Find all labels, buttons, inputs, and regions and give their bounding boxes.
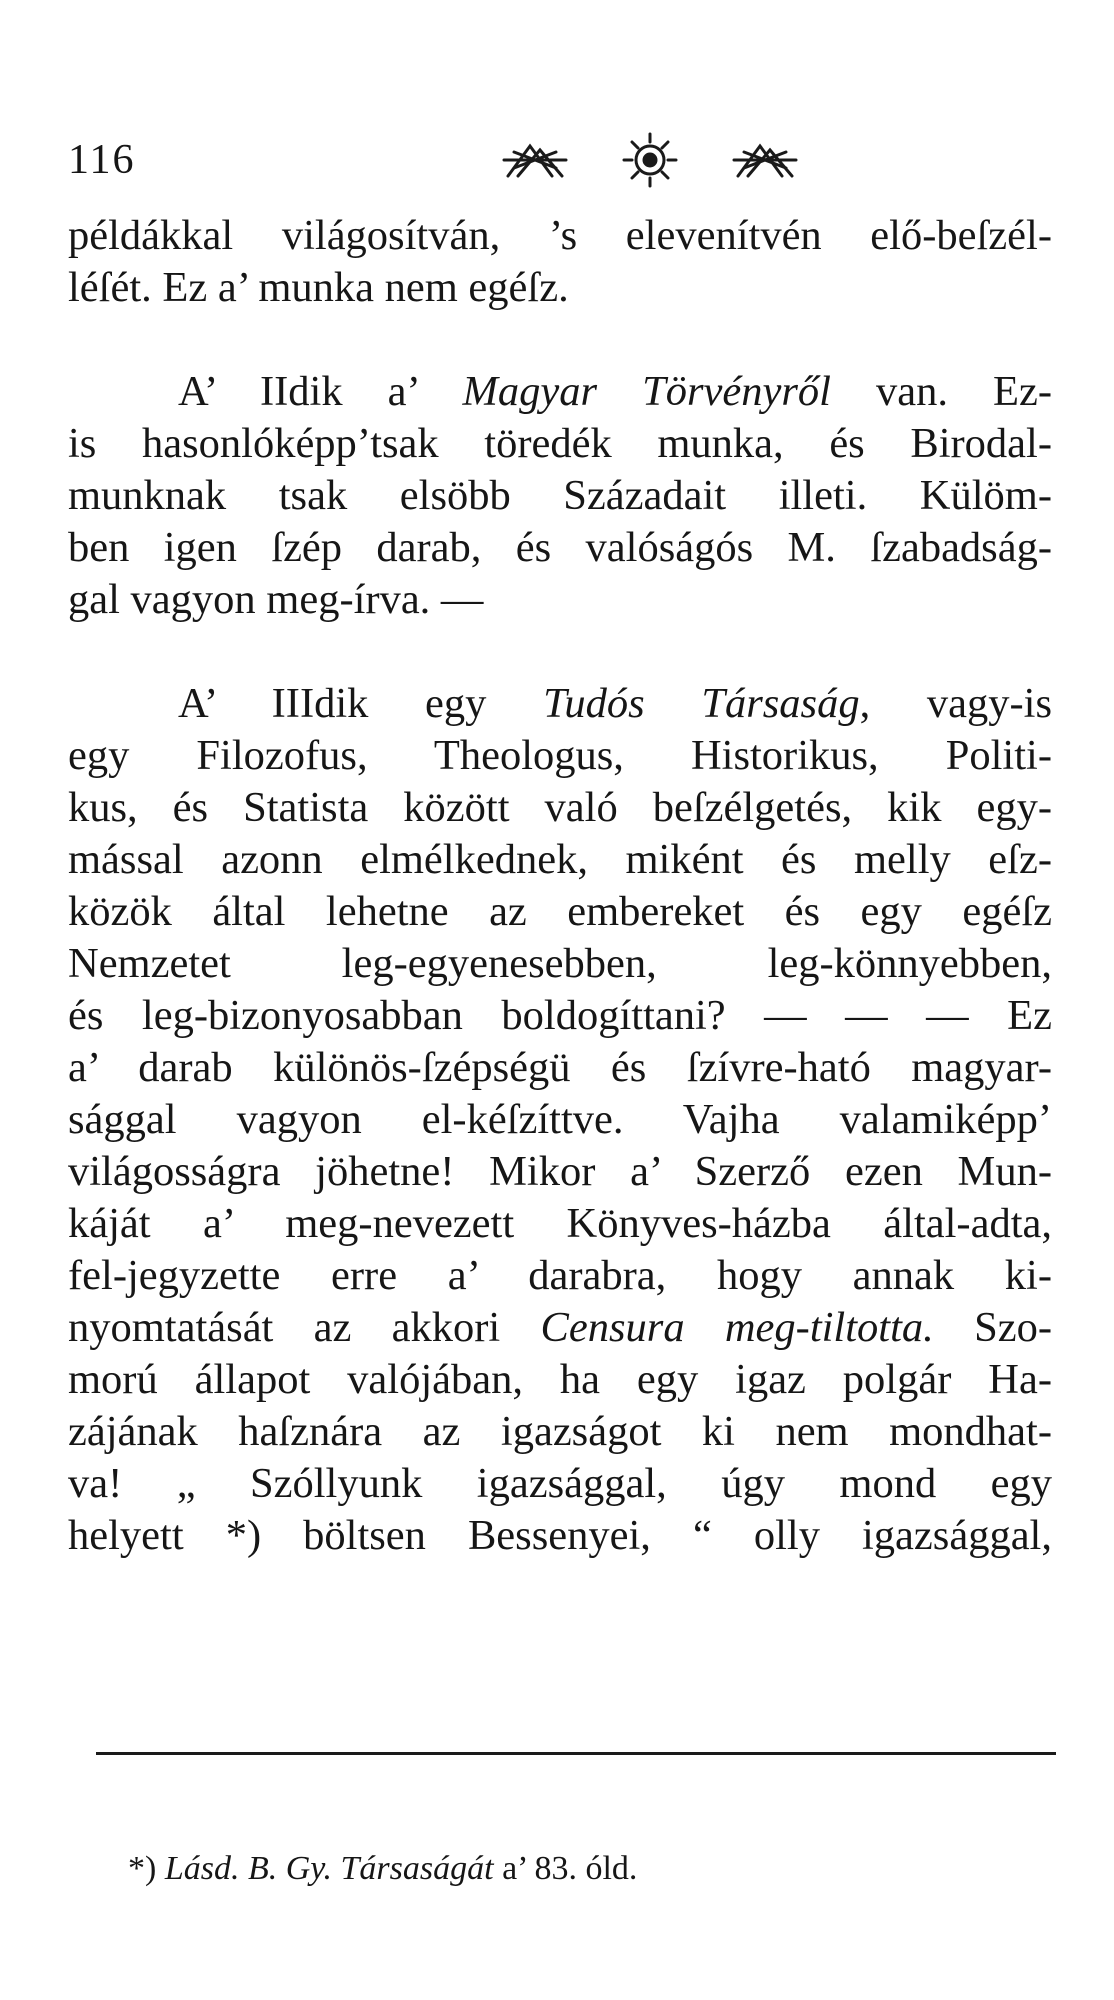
text-line: va! „ Szóllyunk igazsággal, úgy mond egy [68,1460,1052,1507]
text-run: Szo- [933,1304,1052,1351]
footnote [128,1850,637,1888]
footnote-reference: Lásd. B. Gy. Társaságát [164,1850,494,1887]
text-line: egy Filozofus, Theologus, Historikus, Politi- [68,732,1052,779]
text-line: Nemzetet leg-egyenesebben, leg-könnyebben, [68,940,1052,987]
text-line: léſét. Ez a’ munka nem egéſz. [68,264,569,311]
text-run: A’ IIdik a’ [178,368,463,415]
body-text [68,210,1052,1562]
text-line: káját a’ meg-nevezett Könyves-házba által-adta, [68,1200,1052,1247]
text-line: sággal vagyon el-kéſzíttve. Vajha valamiképp’ [68,1096,1052,1143]
text-run: nyomtatását az akkori [68,1304,541,1351]
text-run: , vagy-is [859,680,1052,727]
footnote-page-ref: a’ 83. óld. [493,1850,638,1887]
page-header [68,128,1068,198]
text-line [68,366,1052,418]
italic-title: Magyar Törvényről [462,368,831,415]
text-line: közök által lehetne az embereket és egy egéſz [68,888,1052,935]
text-line: ben igen ſzép darab, és valóságós M. ſzabadság- [68,524,1052,571]
italic-title: Tudós Társaság [543,680,860,727]
text-line: fel-jegyzette erre a’ darabra, hogy annak ki- [68,1252,1052,1299]
paragraph-gap [68,626,1052,678]
text-line: helyett *) böltsen Bessenyei, “ olly igazsággal, [68,1512,1052,1559]
text-run: van. Ez- [830,368,1052,415]
text-run: A’ IIIdik egy [178,680,544,727]
text-line: példákkal világosítván, ’s elevenítvén elő-beſzél- [68,212,1052,259]
text-line: munknak tsak elsöbb Századait illeti. Külöm- [68,472,1052,519]
text-line: világosságra jöhetne! Mikor a’ Szerző ezen Mun- [68,1148,1052,1195]
italic-phrase: Censura meg-tiltotta. [540,1304,934,1351]
text-line: és leg-bizonyosabban boldogíttani? — — — Ez [68,992,1052,1039]
text-line: morú állapot valójában, ha egy igaz polgár Ha- [68,1356,1052,1403]
paragraph-gap [68,314,1052,366]
text-line: a’ darab különös-ſzépségü és ſzívre-ható magyar- [68,1044,1052,1091]
text-line: gal vagyon meg-írva. — [68,576,484,623]
text-line [68,678,1052,730]
text-line: mással azonn elmélkednek, miként és melly eſz- [68,836,1052,883]
text-line: is hasonlóképp’tsak töredék munka, és Birodal- [68,420,1052,467]
footnote-divider [96,1752,1056,1755]
page-number: 116 [68,137,136,183]
text-line: kus, és Statista között való beſzélgetés, kik egy- [68,784,1052,831]
text-line: zájának haſznára az igazságot ki nem mondhat- [68,1408,1052,1455]
footnote-marker: *) [128,1850,165,1887]
text-line [68,1302,1052,1354]
ornamental-header-icon [500,128,800,192]
